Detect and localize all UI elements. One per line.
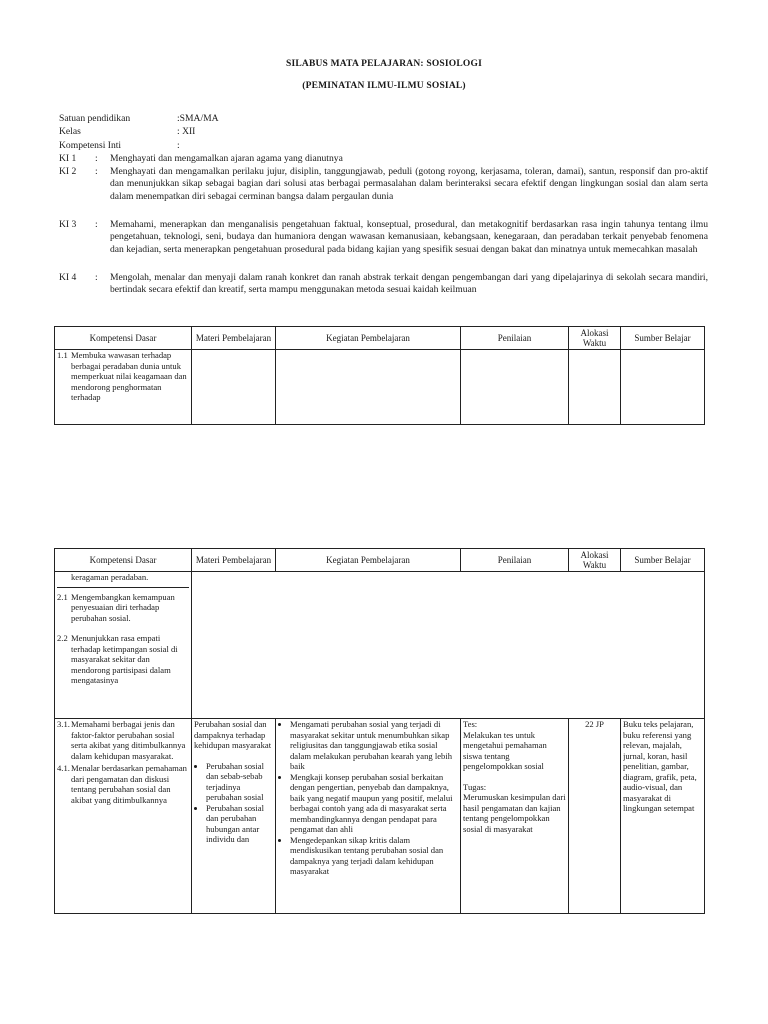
header-penilaian: Penilaian xyxy=(461,327,569,350)
ki-label: KI 4 xyxy=(59,272,77,283)
kd-number: 1.1 xyxy=(57,350,68,360)
sumber-cell xyxy=(621,719,705,914)
penilaian-tes-text: Melakukan tes untuk mengetahui pemahaman siswa tentang pengelompokkan sosial xyxy=(463,729,547,771)
ki-colon: : xyxy=(95,153,98,164)
kd-number: 4.1. xyxy=(57,763,70,773)
ki-text: Memahami, menerapkan dan menganalisis pengetahuan faktual, konseptual, prosedural, dan metakognitif berdasarkan rasa ingin tahunya tentang ilmu pengetahuan, teknologi, seni, budaya dan humaniora dengan wawasan kemanusiaan, kebangsaan, kenegaraan, dan peradaban terkait penyebab fenomena dan kejadian, serta menerapkan pengetahuan prosedural pada bidang kajian yang spesifik sesuai dengan bakat dan minatnya untuk memecahkan masalah xyxy=(110,219,708,255)
alokasi-cell xyxy=(569,350,621,425)
header-materi: Materi Pembelajaran xyxy=(192,549,276,572)
syllabus-table-1 xyxy=(54,326,705,425)
kd-text: Memahami berbagai jenis dan faktor-faktor perubahan sosial serta akibat yang ditimbulkannya dalam kehidupan masyarakat. xyxy=(71,719,186,761)
kd-number: 2.2 xyxy=(57,633,68,643)
materi-item: • Perubahan sosial dan sebab-sebab terjadinya perubahan sosial xyxy=(206,761,273,803)
kd-cell xyxy=(55,572,192,719)
materi-intro: Perubahan sosial dan dampaknya terhadap kehidupan masyarakat xyxy=(194,719,272,750)
header-alokasi: Alokasi Waktu xyxy=(569,327,621,350)
header-alokasi: Alokasi Waktu xyxy=(569,549,621,572)
kd-number: 3.1. xyxy=(57,719,70,729)
document-subtitle: (PEMINATAN ILMU-ILMU SOSIAL) xyxy=(302,81,466,91)
header-materi: Materi Pembelajaran xyxy=(192,327,276,350)
ki-colon: : xyxy=(95,272,98,283)
ki-text: Mengolah, menalar dan menyaji dalam ranah konkret dan ranah abstrak terkait dengan pengembangan dari yang dipelajarinya di sekolah secara mandiri, bertindak secara efektif dan kreatif, serta mampu menggunakan metoda sesuai kaidah keilmuan xyxy=(110,272,708,296)
header-kompetensi-dasar: Kompetensi Dasar xyxy=(55,549,192,572)
meta-value-kelas: : XII xyxy=(177,126,196,137)
ki-label: KI 3 xyxy=(59,219,77,230)
kegiatan-item: • Mengamati perubahan sosial yang terjadi di masyarakat sekitar untuk menumbuhkan sikap religiusitas dan tanggungjawab etika sosial dalam melakukan perubahan kearah yang lebih baik xyxy=(290,719,458,772)
penilaian-tugas-label: Tugas: xyxy=(463,781,487,792)
penilaian-cell xyxy=(461,350,569,425)
kd-cell xyxy=(55,350,192,425)
kd-number: 2.1 xyxy=(57,591,68,602)
kd-2-section xyxy=(57,587,189,686)
kd-text: Menalar berdasarkan pemahaman dari pengamatan dan diskusi tentang perubahan sosial dan akibat yang ditimbulkannya xyxy=(71,763,187,805)
kd-cell xyxy=(55,719,192,914)
kegiatan-cell xyxy=(276,719,461,914)
syllabus-table-2 xyxy=(54,548,705,914)
header-kegiatan: Kegiatan Pembelajaran xyxy=(276,549,461,572)
meta-label-ki: Kompetensi Inti xyxy=(59,140,122,151)
kd-item-4-1 xyxy=(57,763,189,805)
materi-list xyxy=(194,761,273,845)
header-sumber: Sumber Belajar xyxy=(621,327,705,350)
document-title: SILABUS MATA PELAJARAN: SOSIOLOGI xyxy=(285,59,483,69)
sumber-cell xyxy=(621,350,705,425)
kd-item-1-1 xyxy=(57,350,189,403)
header-kompetensi-dasar: Kompetensi Dasar xyxy=(55,327,192,350)
materi-cell xyxy=(192,350,276,425)
header-kegiatan: Kegiatan Pembelajaran xyxy=(276,327,461,350)
ki-colon: : xyxy=(95,219,98,230)
meta-label-satuan: Satuan pendidikan xyxy=(59,113,131,124)
ki-label: KI 1 xyxy=(59,153,77,164)
meta-value-satuan: :SMA/MA xyxy=(177,113,219,124)
kd-text: Membuka wawasan terhadap berbagai peradaban dunia untuk memperkuat nilai keagamaan dan mendorong penghormatan terhadap xyxy=(71,350,187,402)
kegiatan-item: • Mengedepankan sikap kritis dalam mendiskusikan tentang perubahan sosial dan dampaknya yang terjadi dalam kehidupan masyarakat xyxy=(290,835,458,877)
penilaian-tes-label: Tes: xyxy=(463,719,478,729)
empty-merged-cell xyxy=(192,572,705,719)
alokasi-value: 22 JP xyxy=(585,719,604,729)
materi-item: • Perubahan sosial dan perubahan hubungan antar individu dan xyxy=(206,803,273,845)
header-penilaian: Penilaian xyxy=(461,549,569,572)
ki-text: Menghayati dan mengamalkan ajaran agama yang dianutnya xyxy=(110,153,343,164)
kd-text: Mengembangkan kemampuan penyesuaian diri terhadap perubahan sosial. xyxy=(71,591,175,623)
ki-colon: : xyxy=(95,166,98,177)
alokasi-cell xyxy=(569,719,621,914)
kegiatan-item: • Mengkaji konsep perubahan sosial berkaitan dengan pengertian, penyebab dan dampaknya, baik yang negatif maupun yang positif, melalui berbagai contoh yang ada di masyarakat serta membandingkannya dengan pendapat para pengamat dan ahli xyxy=(290,772,458,835)
kegiatan-cell xyxy=(276,350,461,425)
penilaian-tugas-text: Merumuskan kesimpulan dari hasil pengamatan dan kajian tentang pengelompokkan sosial di masyarakat xyxy=(463,792,566,834)
sumber-text: Buku teks pelajaran, buku referensi yang relevan, majalah, jurnal, koran, hasil penelitian, gambar, diagram, grafik, peta, audio-visual, dan masyarakat di lingkungan setempat xyxy=(623,719,697,813)
materi-cell xyxy=(192,719,276,914)
kd-item-2-1 xyxy=(57,592,189,624)
kd-item-3-1 xyxy=(57,719,189,761)
kegiatan-list xyxy=(278,719,458,877)
kd-item-2-2 xyxy=(57,633,189,686)
meta-value-ki: : xyxy=(177,140,180,151)
kd-continuation: keragaman peradaban. xyxy=(71,572,149,582)
ki-label: KI 2 xyxy=(59,166,77,177)
penilaian-cell xyxy=(461,719,569,914)
ki-text: Menghayati dan mengamalkan perilaku jujur, disiplin, tanggungjawab, peduli (gotong royong, kerjasama, toleran, damai), santun, responsif dan pro-aktif dan menunjukkan sikap sebagai bagian dari solusi atas berbagai permasalahan dalam berinteraksi secara efektif dengan lingkungan sosial dan alam serta dalam menempatkan diri sebagai cerminan bangsa dalam pergaulan dunia xyxy=(110,166,708,202)
header-sumber: Sumber Belajar xyxy=(621,549,705,572)
meta-label-kelas: Kelas xyxy=(59,126,81,137)
kd-text: Menunjukkan rasa empati terhadap ketimpangan sosial di masyarakat sekitar dan mendorong partisipasi dalam mengatasinya xyxy=(71,633,178,685)
